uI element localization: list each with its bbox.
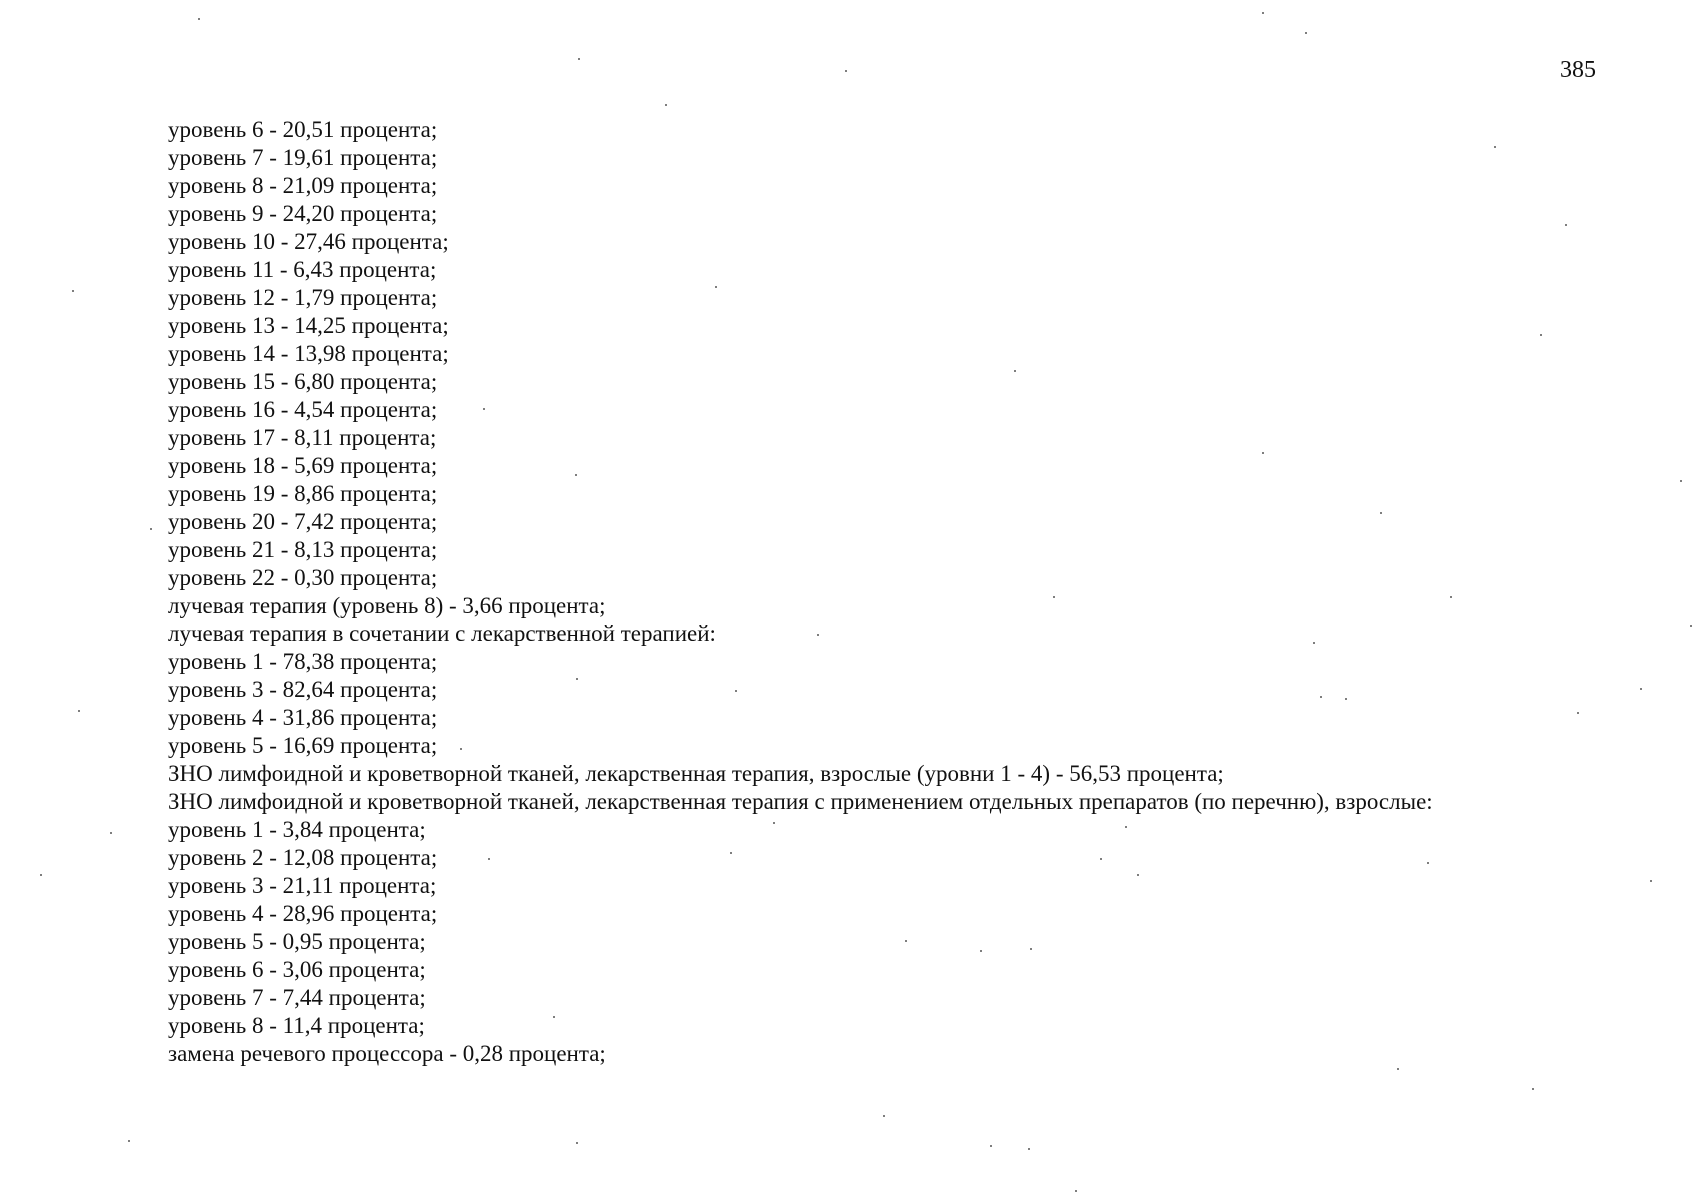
text-line: уровень 4 - 28,96 процента; [168, 901, 438, 926]
text-line: уровень 17 - 8,11 процента; [168, 425, 437, 450]
text-line: уровень 21 - 8,13 процента; [168, 537, 438, 562]
text-line: уровень 18 - 5,69 процента; [168, 453, 438, 478]
text-line: уровень 19 - 8,86 процента; [168, 481, 438, 506]
text-line: уровень 8 - 11,4 процента; [168, 1013, 425, 1038]
text-line: лучевая терапия в сочетании с лекарственной терапией: [168, 621, 716, 646]
text-line: уровень 14 - 13,98 процента; [168, 341, 449, 366]
scan-speck [1305, 32, 1307, 34]
scan-speck [1028, 1148, 1030, 1150]
text-line: уровень 15 - 6,80 процента; [168, 369, 438, 394]
text-line: уровень 7 - 19,61 процента; [168, 145, 438, 170]
text-line: уровень 3 - 82,64 процента; [168, 677, 438, 702]
text-line: уровень 3 - 21,11 процента; [168, 873, 437, 898]
scan-speck [72, 290, 74, 292]
text-line: уровень 9 - 24,20 процента; [168, 201, 438, 226]
scan-speck [1680, 480, 1682, 482]
scan-speck [578, 58, 580, 60]
scan-speck [1397, 1068, 1399, 1070]
text-line: уровень 22 - 0,30 процента; [168, 565, 438, 590]
page-number: 385 [1560, 57, 1596, 83]
text-line: ЗНО лимфоидной и кроветворной тканей, лекарственная терапия, взрослые (уровни 1 - 4) - 56,53 процента; [168, 761, 1224, 786]
text-line: ЗНО лимфоидной и кроветворной тканей, лекарственная терапия с применением отдельных препаратов (по перечню), взрослые: [168, 789, 1433, 814]
scan-speck [1532, 1088, 1534, 1090]
scan-speck [128, 1140, 130, 1142]
text-line: лучевая терапия (уровень 8) - 3,66 процента; [168, 593, 606, 618]
scan-speck [1075, 1190, 1077, 1192]
scan-speck [1650, 880, 1652, 882]
scan-speck [110, 832, 112, 834]
scan-speck [150, 528, 152, 530]
text-line: уровень 2 - 12,08 процента; [168, 845, 438, 870]
scan-speck [78, 710, 80, 712]
text-body [168, 116, 1648, 1068]
text-line: уровень 10 - 27,46 процента; [168, 229, 449, 254]
text-line: уровень 20 - 7,42 процента; [168, 509, 438, 534]
text-line: уровень 6 - 20,51 процента; [168, 117, 438, 142]
scan-speck [883, 1115, 885, 1117]
text-line: уровень 1 - 78,38 процента; [168, 649, 438, 674]
scan-speck [576, 1142, 578, 1144]
text-line: уровень 4 - 31,86 процента; [168, 705, 438, 730]
text-line: уровень 16 - 4,54 процента; [168, 397, 438, 422]
scan-speck [990, 1145, 992, 1147]
scan-speck [845, 70, 847, 72]
text-line: уровень 11 - 6,43 процента; [168, 257, 437, 282]
scan-speck [665, 104, 667, 106]
text-line: уровень 12 - 1,79 процента; [168, 285, 438, 310]
text-line: уровень 5 - 16,69 процента; [168, 733, 438, 758]
text-line: замена речевого процессора - 0,28 процента; [168, 1041, 606, 1066]
scan-speck [198, 18, 200, 20]
text-line: уровень 6 - 3,06 процента; [168, 957, 426, 982]
text-line: уровень 5 - 0,95 процента; [168, 929, 426, 954]
text-line: уровень 8 - 21,09 процента; [168, 173, 438, 198]
text-line: уровень 13 - 14,25 процента; [168, 313, 449, 338]
scan-speck [40, 874, 42, 876]
text-line: уровень 7 - 7,44 процента; [168, 985, 426, 1010]
text-line: уровень 1 - 3,84 процента; [168, 817, 426, 842]
scan-speck [1690, 625, 1692, 627]
scan-speck [1262, 12, 1264, 14]
